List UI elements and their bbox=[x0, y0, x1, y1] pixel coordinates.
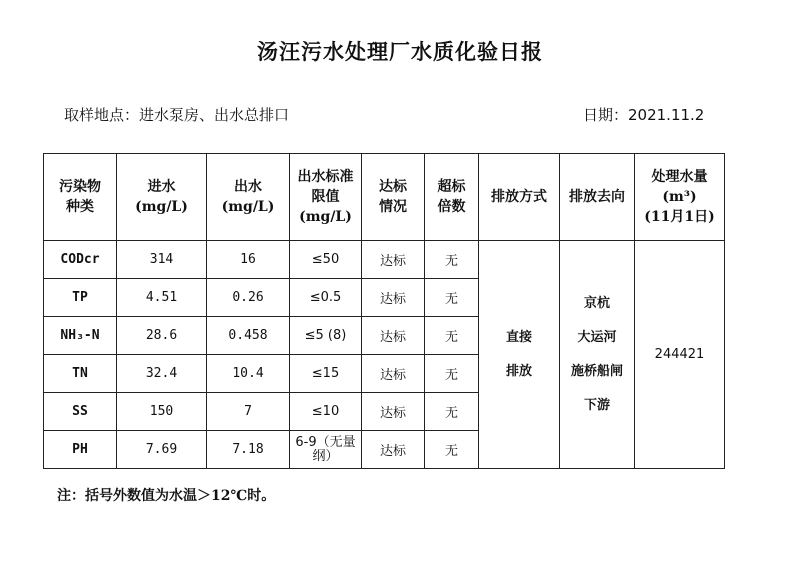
header-inlet: 进水 (mg/L) bbox=[117, 154, 207, 241]
cell-outlet: 0.458 bbox=[207, 317, 290, 355]
header-pollutant: 污染物 种类 bbox=[44, 154, 117, 241]
table-header-row bbox=[44, 154, 725, 241]
water-quality-table bbox=[43, 153, 725, 469]
cell-compliance: 达标 bbox=[362, 317, 425, 355]
cell-inlet: 150 bbox=[117, 393, 207, 431]
cell-inlet: 314 bbox=[117, 241, 207, 279]
cell-inlet: 7.69 bbox=[117, 431, 207, 469]
cell-outlet: 7 bbox=[207, 393, 290, 431]
cell-multiple: 无 bbox=[425, 355, 479, 393]
cell-compliance: 达标 bbox=[362, 279, 425, 317]
cell-limit: ≤50 bbox=[290, 241, 362, 279]
cell-limit: ≤15 bbox=[290, 355, 362, 393]
header-compliance: 达标 情况 bbox=[362, 154, 425, 241]
report-title: 汤汪污水处理厂水质化验日报 bbox=[257, 40, 543, 64]
cell-multiple: 无 bbox=[425, 317, 479, 355]
cell-outlet: 10.4 bbox=[207, 355, 290, 393]
header-multiple: 超标 倍数 bbox=[425, 154, 479, 241]
cell-discharge-destination: 京杭 大运河 施桥船闸 下游 bbox=[560, 241, 635, 469]
header-outlet: 出水 (mg/L) bbox=[207, 154, 290, 241]
header-limit: 出水标准 限值 (mg/L) bbox=[290, 154, 362, 241]
cell-multiple: 无 bbox=[425, 393, 479, 431]
cell-inlet: 32.4 bbox=[117, 355, 207, 393]
report-date: 日期：2021.11.2 bbox=[583, 106, 705, 124]
cell-multiple: 无 bbox=[425, 279, 479, 317]
cell-outlet: 0.26 bbox=[207, 279, 290, 317]
cell-inlet: 4.51 bbox=[117, 279, 207, 317]
sampling-location: 取样地点：进水泵房、出水总排口 bbox=[64, 106, 290, 124]
cell-volume: 244421 bbox=[635, 241, 725, 469]
cell-pollutant: TP bbox=[44, 279, 117, 317]
cell-compliance: 达标 bbox=[362, 431, 425, 469]
cell-pollutant: SS bbox=[44, 393, 117, 431]
cell-inlet: 28.6 bbox=[117, 317, 207, 355]
header-discharge-method: 排放方式 bbox=[479, 154, 560, 241]
cell-compliance: 达标 bbox=[362, 241, 425, 279]
cell-outlet: 16 bbox=[207, 241, 290, 279]
cell-outlet: 7.18 bbox=[207, 431, 290, 469]
footnote: 注：括号外数值为水温＞12℃时。 bbox=[57, 488, 276, 504]
cell-limit: ≤10 bbox=[290, 393, 362, 431]
cell-limit: 6-9（无量纲） bbox=[290, 431, 362, 469]
cell-discharge-method: 直接 排放 bbox=[479, 241, 560, 469]
cell-limit: ≤5 (8) bbox=[290, 317, 362, 355]
cell-pollutant: NH₃-N bbox=[44, 317, 117, 355]
cell-multiple: 无 bbox=[425, 241, 479, 279]
cell-pollutant: TN bbox=[44, 355, 117, 393]
cell-limit: ≤0.5 bbox=[290, 279, 362, 317]
table-row bbox=[44, 241, 725, 279]
header-volume: 处理水量 (m³) (11月1日) bbox=[635, 154, 725, 241]
cell-compliance: 达标 bbox=[362, 355, 425, 393]
cell-compliance: 达标 bbox=[362, 393, 425, 431]
cell-pollutant: CODcr bbox=[44, 241, 117, 279]
cell-pollutant: PH bbox=[44, 431, 117, 469]
header-discharge-destination: 排放去向 bbox=[560, 154, 635, 241]
cell-multiple: 无 bbox=[425, 431, 479, 469]
